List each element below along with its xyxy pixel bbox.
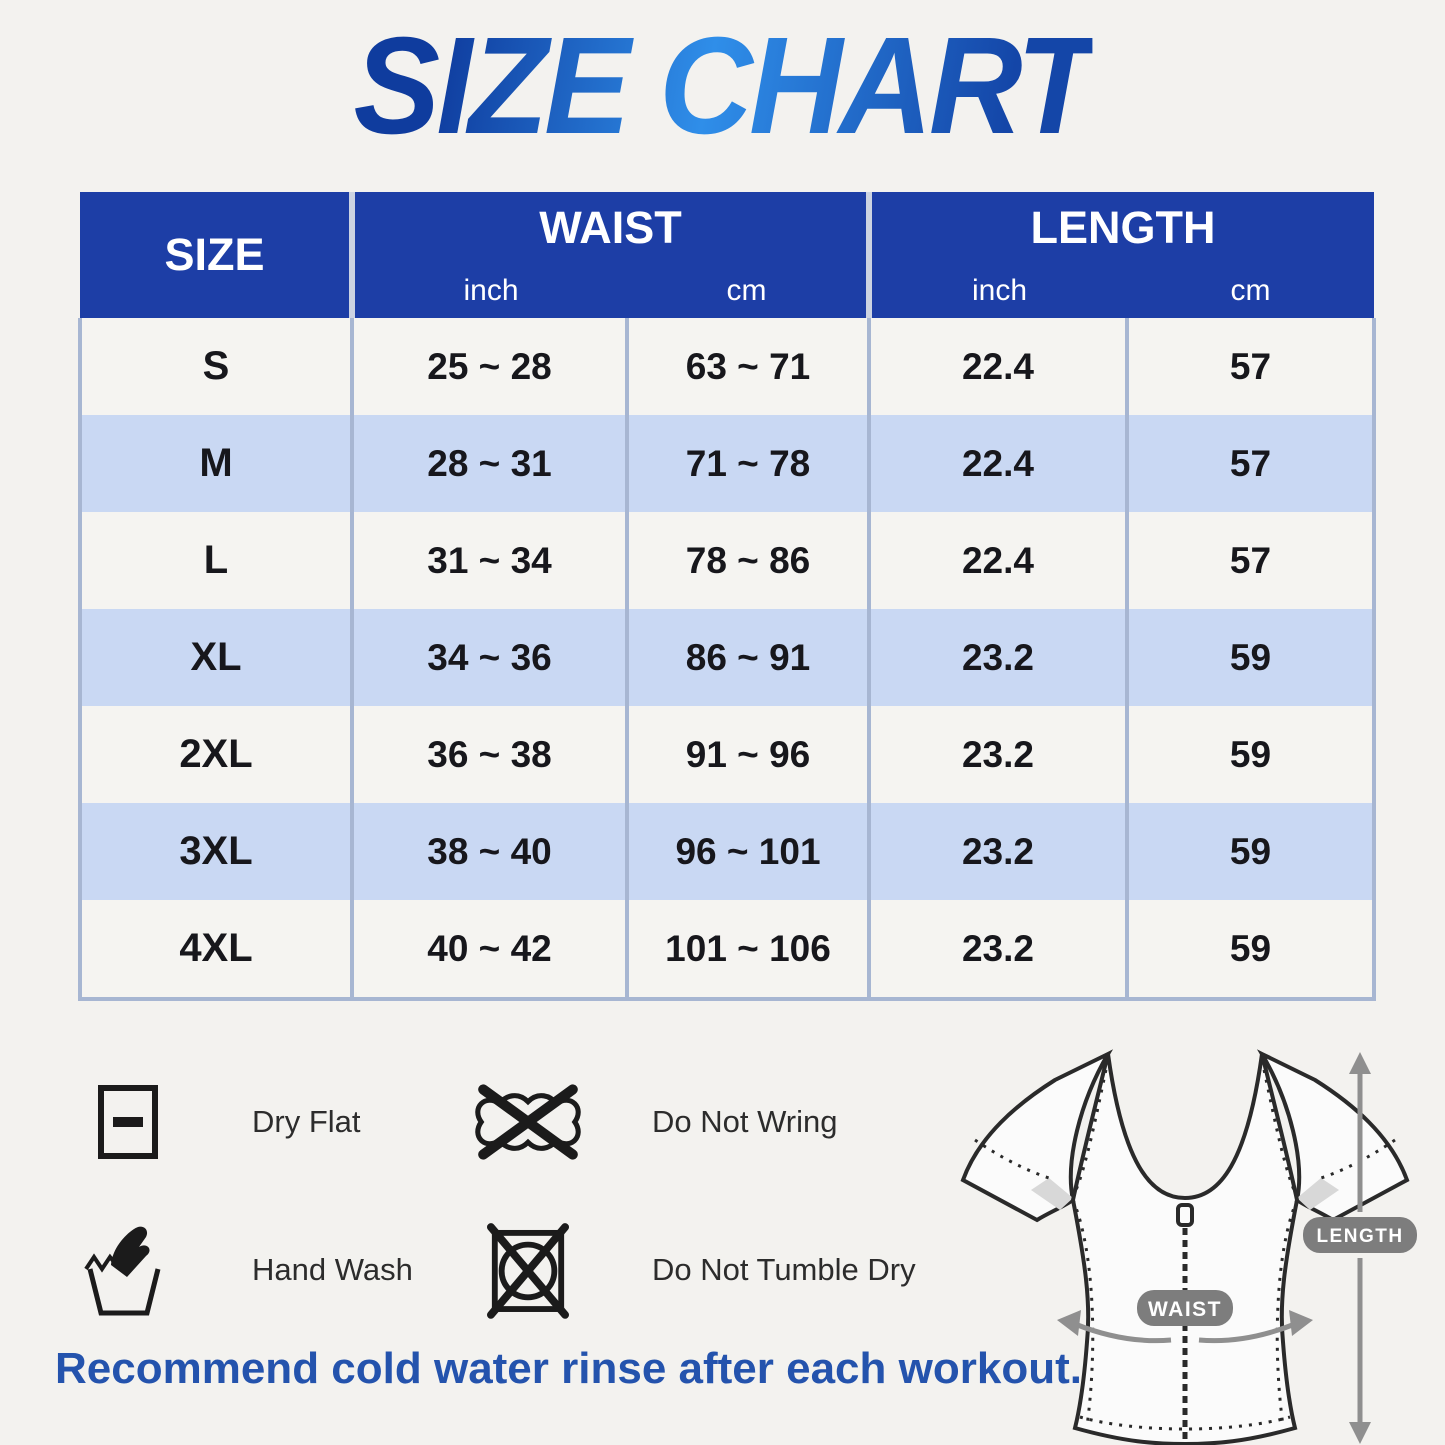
care-label: Hand Wash	[252, 1252, 413, 1287]
length-cm-cell: 57	[1127, 512, 1374, 609]
waist-cm-cell: 71 ~ 78	[627, 415, 869, 512]
waist-inch-cell: 40 ~ 42	[352, 900, 627, 999]
header-size: SIZE	[80, 192, 352, 318]
table-row-2xl	[80, 706, 1374, 803]
page-title-wrap	[0, 9, 1445, 163]
length-cm-cell: 59	[1127, 803, 1374, 900]
hand-wash-icon	[62, 1223, 194, 1317]
do-not-tumble-dry-icon	[462, 1220, 594, 1320]
footer-note: Recommend cold water rinse after each workout.	[55, 1344, 1082, 1393]
length-inch-cell: 23.2	[869, 706, 1127, 803]
waist-cm-cell: 63 ~ 71	[627, 318, 869, 415]
header-waist-inch-unit: inch	[352, 264, 627, 318]
size-cell: 2XL	[80, 706, 352, 803]
length-cm-cell: 57	[1127, 415, 1374, 512]
waist-cm-cell: 96 ~ 101	[627, 803, 869, 900]
header-waist: WAIST	[352, 192, 869, 264]
size-cell: M	[80, 415, 352, 512]
table-row-l	[80, 512, 1374, 609]
size-chart-table	[78, 192, 1376, 1001]
length-inch-cell: 23.2	[869, 803, 1127, 900]
table-header	[80, 192, 1374, 318]
length-inch-cell: 22.4	[869, 318, 1127, 415]
care-instructions	[62, 1048, 962, 1344]
length-inch-cell: 23.2	[869, 900, 1127, 999]
length-badge-label: LENGTH	[1316, 1226, 1404, 1247]
waist-inch-cell: 28 ~ 31	[352, 415, 627, 512]
header-waist-cm-unit: cm	[627, 264, 869, 318]
header-length-inch-unit: inch	[869, 264, 1127, 318]
length-inch-cell: 22.4	[869, 415, 1127, 512]
care-label: Do Not Wring	[652, 1104, 838, 1139]
care-item-dry-flat	[62, 1084, 462, 1160]
waist-inch-cell: 25 ~ 28	[352, 318, 627, 415]
care-item-do-not-wring	[462, 1081, 962, 1163]
size-cell: 3XL	[80, 803, 352, 900]
waist-cm-cell: 86 ~ 91	[627, 609, 869, 706]
length-inch-cell: 22.4	[869, 512, 1127, 609]
length-inch-cell: 23.2	[869, 609, 1127, 706]
dry-flat-icon	[62, 1084, 194, 1160]
size-cell: 4XL	[80, 900, 352, 999]
waist-badge-label: WAIST	[1148, 1298, 1222, 1321]
size-cell: L	[80, 512, 352, 609]
waist-inch-cell: 34 ~ 36	[352, 609, 627, 706]
waist-inch-cell: 38 ~ 40	[352, 803, 627, 900]
table-row-3xl	[80, 803, 1374, 900]
header-length-cm-unit: cm	[1127, 264, 1374, 318]
do-not-wring-icon	[462, 1081, 594, 1163]
size-cell: XL	[80, 609, 352, 706]
zipper-pull	[1178, 1205, 1192, 1225]
length-cm-cell: 59	[1127, 900, 1374, 999]
care-label: Dry Flat	[252, 1104, 361, 1139]
care-item-hand-wash	[62, 1223, 462, 1317]
care-label: Do Not Tumble Dry	[652, 1252, 916, 1287]
page-title: SIZE CHART	[353, 9, 1092, 163]
waist-inch-cell: 36 ~ 38	[352, 706, 627, 803]
waist-cm-cell: 101 ~ 106	[627, 900, 869, 999]
length-cm-cell: 59	[1127, 706, 1374, 803]
table-row-4xl	[80, 900, 1374, 999]
table-row-m	[80, 415, 1374, 512]
care-item-do-not-tumble-dry	[462, 1220, 962, 1320]
waist-inch-cell: 31 ~ 34	[352, 512, 627, 609]
table-row-s	[80, 318, 1374, 415]
table-row-xl	[80, 609, 1374, 706]
waist-cm-cell: 78 ~ 86	[627, 512, 869, 609]
length-cm-cell: 59	[1127, 609, 1374, 706]
length-cm-cell: 57	[1127, 318, 1374, 415]
size-cell: S	[80, 318, 352, 415]
header-length: LENGTH	[869, 192, 1374, 264]
waist-cm-cell: 91 ~ 96	[627, 706, 869, 803]
